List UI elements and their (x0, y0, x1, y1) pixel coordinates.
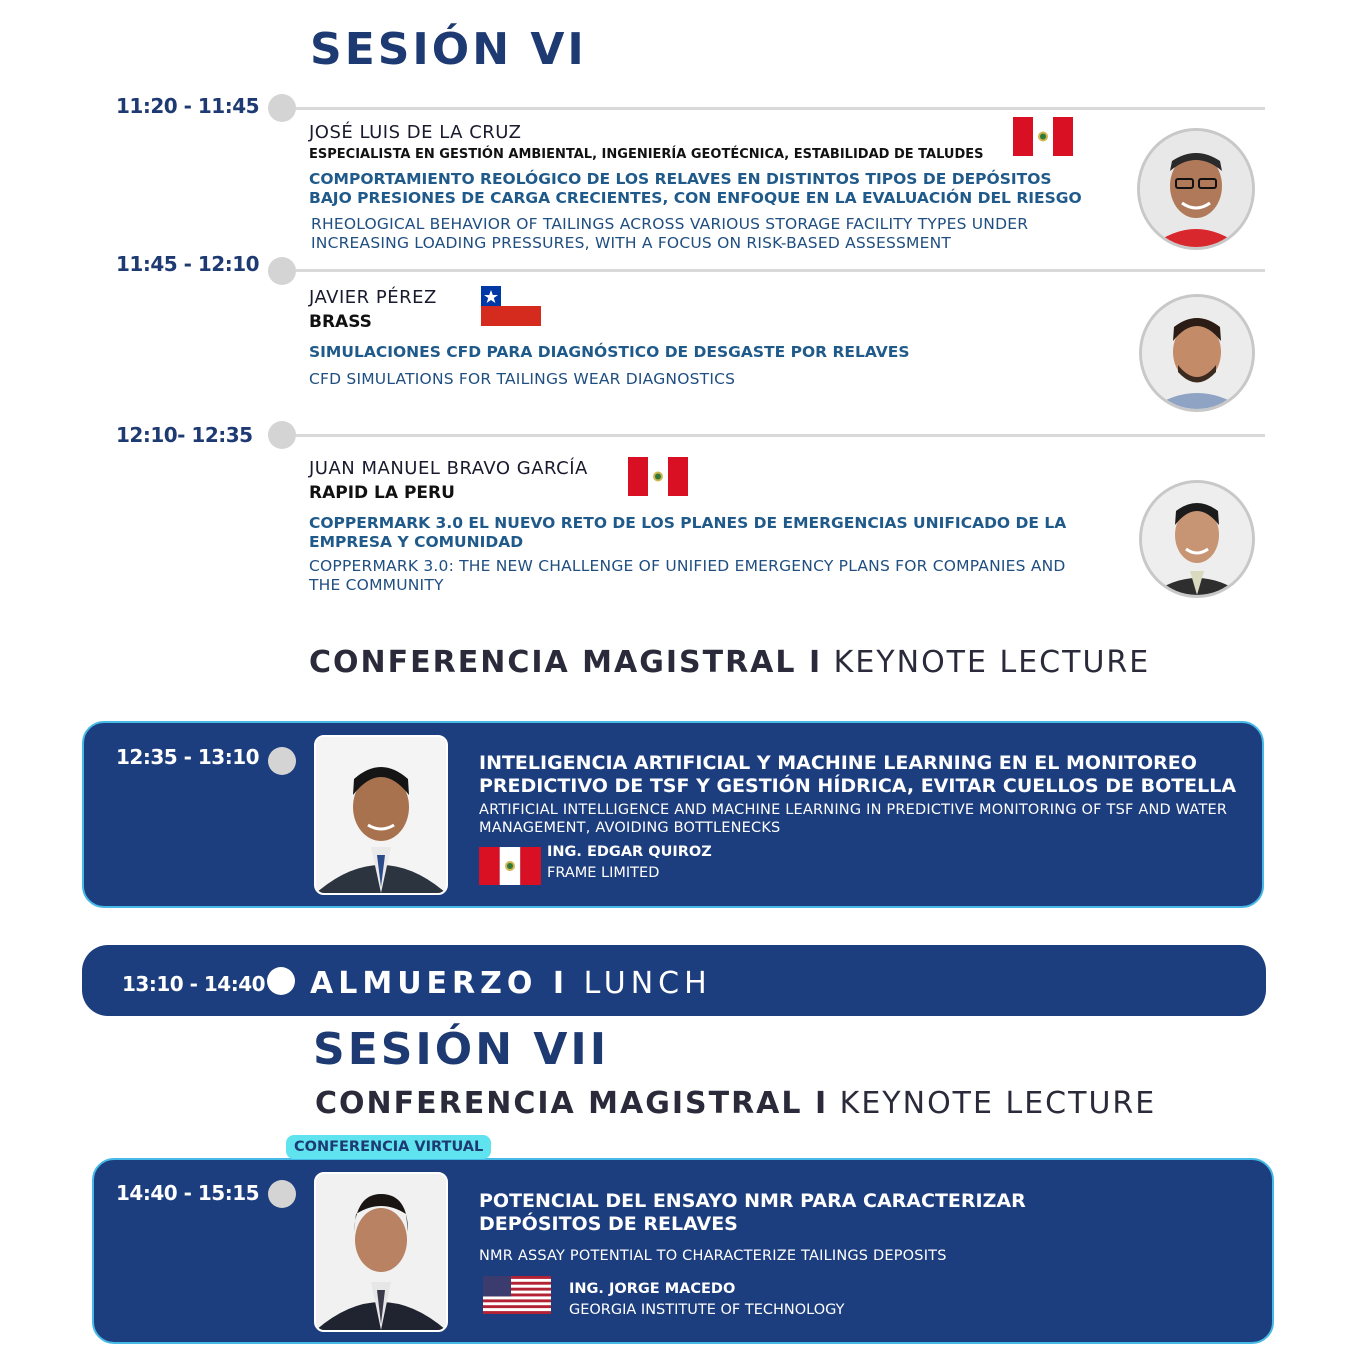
lunch-bar (82, 945, 1266, 1016)
speaker-name: JAVIER PÉREZ (309, 287, 437, 308)
session-7-title: SESIÓN VII (313, 1024, 610, 1075)
speaker-name: JUAN MANUEL BRAVO GARCÍA (309, 458, 588, 479)
keynote-heading-light: KEYNOTE LECTURE (833, 645, 1151, 680)
virtual-conference-badge: CONFERENCIA VIRTUAL (286, 1135, 491, 1159)
talk-title-en: COPPERMARK 3.0: THE NEW CHALLENGE OF UNIFIED EMERGENCY PLANS FOR COMPANIES AND THE COMMUNITY (309, 557, 1066, 594)
peru-flag-icon (628, 457, 688, 496)
keynote-speaker-name: ING. EDGAR QUIROZ (547, 844, 712, 860)
talk-time: 11:45 - 12:10 (116, 252, 260, 276)
timeline-dot (268, 421, 296, 449)
lunch-label (310, 966, 712, 1001)
keynote-speaker-org: GEORGIA INSTITUTE OF TECHNOLOGY (569, 1302, 845, 1318)
speaker-photo (314, 735, 448, 895)
keynote-title-es: INTELIGENCIA ARTIFICIAL Y MACHINE LEARNING EN EL MONITOREO PREDICTIVO DE TSF Y GESTIÓN HÍDRICA, EVITAR CUELLOS DE BOTELLA (479, 752, 1237, 797)
keynote-title-en: ARTIFICIAL INTELLIGENCE AND MACHINE LEARNING IN PREDICTIVE MONITORING OF TSF AND WATER MANAGEMENT, AVOIDING BOTTLENECKS (479, 802, 1228, 836)
peru-flag-icon (479, 847, 541, 885)
talk-title-en: RHEOLOGICAL BEHAVIOR OF TAILINGS ACROSS VARIOUS STORAGE FACILITY TYPES UNDER INCREASING LOADING PRESSURES, WITH A FOCUS ON RISK-BASED ASSESSMENT (311, 215, 1029, 252)
speaker-organization: ESPECIALISTA EN GESTIÓN AMBIENTAL, INGENIERÍA GEOTÉCNICA, ESTABILIDAD DE TALUDES (309, 147, 984, 162)
lunch-time: 13:10 - 14:40 (122, 972, 266, 996)
keynote-heading-bold: CONFERENCIA MAGISTRAL I (309, 645, 823, 680)
lunch-label-light: LUNCH (583, 966, 712, 1001)
keynote-speaker-name: ING. JORGE MACEDO (569, 1281, 736, 1297)
speaker-avatar (1139, 480, 1255, 598)
keynote-card (92, 1158, 1274, 1344)
keynote-title-es: POTENCIAL DEL ENSAYO NMR PARA CARACTERIZAR DEPÓSITOS DE RELAVES (479, 1190, 1026, 1235)
keynote-heading (315, 1086, 1156, 1121)
usa-flag-icon (483, 1276, 551, 1314)
keynote-card (82, 721, 1264, 908)
keynote-title-en: NMR ASSAY POTENTIAL TO CHARACTERIZE TAILINGS DEPOSITS (479, 1248, 947, 1264)
timeline-dot (268, 1180, 296, 1208)
timeline-line (296, 434, 1265, 437)
speaker-avatar (1137, 128, 1255, 250)
session-6-title: SESIÓN VI (310, 24, 587, 75)
speaker-organization: RAPID LA PERU (309, 483, 455, 503)
keynote-speaker-org: FRAME LIMITED (547, 865, 660, 881)
peru-flag-icon (1013, 117, 1073, 156)
timeline-dot (267, 967, 295, 995)
timeline-dot (268, 94, 296, 122)
keynote-heading (309, 645, 1150, 680)
speaker-photo (314, 1172, 448, 1332)
talk-title-es: COMPORTAMIENTO REOLÓGICO DE LOS RELAVES EN DISTINTOS TIPOS DE DEPÓSITOS BAJO PRESIONES DE CARGA CRECIENTES, CON ENFOQUE EN LA EVALUACIÓN DEL RIESGO (309, 170, 1082, 207)
talk-title-en: CFD SIMULATIONS FOR TAILINGS WEAR DIAGNOSTICS (309, 370, 736, 388)
keynote-time: 14:40 - 15:15 (116, 1181, 260, 1205)
timeline-dot (268, 257, 296, 285)
talk-time: 12:10- 12:35 (116, 423, 253, 447)
timeline-line (296, 107, 1265, 110)
keynote-heading-light: KEYNOTE LECTURE (839, 1086, 1157, 1121)
timeline-dot (268, 747, 296, 775)
timeline-line (296, 269, 1265, 272)
speaker-avatar (1139, 294, 1255, 412)
chile-flag-icon (481, 286, 541, 326)
talk-title-es: SIMULACIONES CFD PARA DIAGNÓSTICO DE DESGASTE POR RELAVES (309, 343, 910, 361)
lunch-label-bold: ALMUERZO I (310, 966, 570, 1001)
talk-title-es: COPPERMARK 3.0 EL NUEVO RETO DE LOS PLANES DE EMERGENCIAS UNIFICADO DE LA EMPRESA Y COMUNIDAD (309, 514, 1067, 551)
speaker-name: JOSÉ LUIS DE LA CRUZ (309, 122, 522, 143)
speaker-organization: BRASS (309, 312, 372, 332)
talk-time: 11:20 - 11:45 (116, 94, 260, 118)
keynote-heading-bold: CONFERENCIA MAGISTRAL I (315, 1086, 829, 1121)
keynote-time: 12:35 - 13:10 (116, 745, 260, 769)
